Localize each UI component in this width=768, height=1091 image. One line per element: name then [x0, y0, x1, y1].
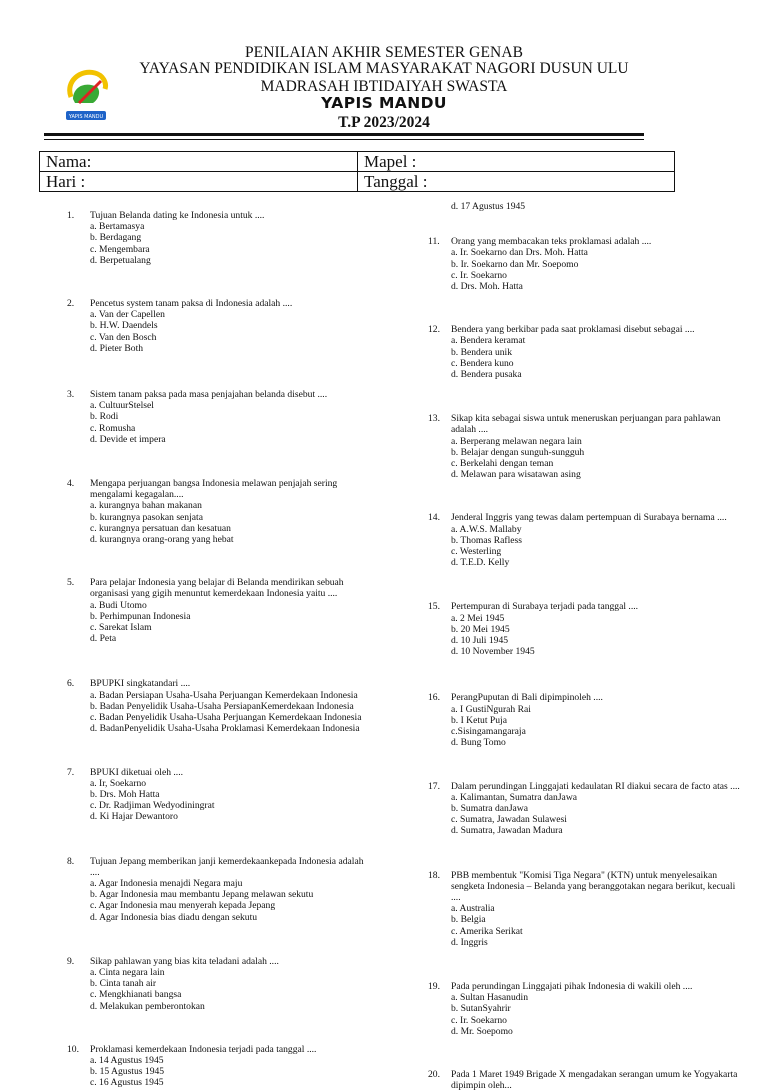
- answer-option: c. Sarekat Islam: [90, 622, 152, 634]
- question-item: [428, 324, 740, 380]
- answer-option: b. Drs. Moh Hatta: [90, 788, 160, 800]
- question-number: 6.: [67, 678, 75, 690]
- question-text: Pada 1 Maret 1949 Brigade X mengadakan serangan umum ke Yogyakarta dipimpin oleh...: [451, 1068, 738, 1091]
- question-number: 13.: [428, 413, 440, 425]
- student-identity-table: [39, 151, 675, 192]
- question-item: [67, 478, 367, 545]
- date-field[interactable]: Tanggal :: [358, 172, 675, 192]
- answer-option: b. H.W. Daendels: [90, 320, 158, 332]
- answer-option: c. kurangnya persatuan dan kesatuan: [90, 522, 231, 534]
- answer-option: a. Berperang melawan negara lain: [451, 435, 582, 447]
- question-item: [428, 413, 740, 480]
- question-text: Tujuan Jepang memberikan janji kemerdekaankepada Indonesia adalah ....: [90, 855, 364, 878]
- answer-option: c. Van den Bosch: [90, 331, 157, 343]
- answer-option: c. Sumatra, Jawadan Sulawesi: [451, 814, 567, 826]
- foundation-name: YAYASAN PENDIDIKAN ISLAM MASYARAKAT NAGORI DUSUN ULU: [139, 60, 629, 77]
- answer-option: b. Thomas Rafless: [451, 534, 522, 546]
- answer-option: d. Ki Hajar Dewantoro: [90, 811, 178, 823]
- question-item: [428, 981, 740, 1037]
- question-text: Mengapa perjuangan bangsa Indonesia melawan penjajah sering mengalami kegagalan....: [90, 478, 338, 501]
- answer-option: a. Badan Persiapan Usaha-Usaha Perjuangan Kemerdekaan Indonesia: [90, 689, 358, 701]
- answer-option: d. Peta: [90, 633, 117, 645]
- answer-option: d. BadanPenyelidik Usaha-Usaha Proklamasi Kemerdekaan Indonesia: [90, 723, 360, 735]
- answer-option: a. Sultan Hasanudin: [451, 992, 529, 1004]
- answer-option: d. Mr. Soepomo: [451, 1025, 513, 1037]
- school-name: YAPIS MANDU: [321, 94, 447, 112]
- answer-option: c. 16 Agustus 1945: [90, 1077, 164, 1089]
- answer-option: c. Amerika Serikat: [451, 925, 523, 937]
- answer-option: b. Ir. Soekarno dan Mr. Soepomo: [451, 258, 579, 270]
- question-text: BPUPKI singkatandari ....: [90, 678, 191, 690]
- question-number: 16.: [428, 692, 440, 704]
- question-text: Bendera yang berkibar pada saat proklamasi disebut sebagai ....: [451, 324, 695, 336]
- answer-option: c. Mengembara: [90, 243, 150, 255]
- answer-option: d. Devide et impera: [90, 433, 166, 445]
- name-field[interactable]: Nama:: [40, 152, 358, 172]
- answer-option: a. Ir, Soekarno: [90, 777, 147, 789]
- answer-option: d. T.E.D. Kelly: [451, 557, 510, 569]
- header-divider-thick: [44, 133, 644, 136]
- question-item: [67, 298, 367, 354]
- answer-option: b. SutanSyahrir: [451, 1003, 511, 1015]
- answer-option: a. kurangnya bahan makanan: [90, 500, 202, 512]
- question-text: Sistem tanam paksa pada masa penjajahan belanda disebut ....: [90, 389, 328, 401]
- answer-option: c. Berkelahi dengan teman: [451, 458, 554, 470]
- subject-field[interactable]: Mapel :: [358, 152, 675, 172]
- answer-option: b. 15 Agustus 1945: [90, 1066, 165, 1078]
- answer-option: d. Melakukan pemberontokan: [90, 1000, 205, 1012]
- answer-option: d. 10 Juli 1945: [451, 635, 509, 647]
- answer-option: a. Ir. Soekarno dan Drs. Moh. Hatta: [451, 247, 588, 259]
- question-10-option-d: d. 17 Agustus 1945: [451, 201, 526, 212]
- answer-option: c. Mengkhianati bangsa: [90, 989, 182, 1001]
- answer-option: b. 20 Mei 1945: [451, 623, 510, 635]
- answer-option: c. Agar Indonesia mau menyerah kepada Jepang: [90, 900, 276, 912]
- answer-option: a. 2 Mei 1945: [451, 612, 505, 624]
- question-number: 3.: [67, 389, 75, 401]
- question-number: 10.: [67, 1043, 79, 1055]
- answer-option: a. I GustiNgurah Rai: [451, 703, 531, 715]
- answer-option: b. Belgia: [451, 914, 486, 926]
- answer-option: a. Agar Indonesia menajdi Negara maju: [90, 877, 243, 889]
- academic-year: T.P 2023/2024: [338, 114, 430, 131]
- question-item: [67, 856, 367, 923]
- questions-right-column: [428, 201, 740, 1091]
- question-item: [67, 210, 367, 266]
- question-text: Orang yang membacakan teks proklamasi adalah ....: [451, 236, 652, 248]
- answer-option: b. Badan Penyelidik Usaha-Usaha PersiapanKemerdekaan Indonesia: [90, 700, 354, 712]
- answer-option: d. kurangnya orang-orang yang hebat: [90, 534, 234, 546]
- answer-option: d. Sumatra, Jawadan Madura: [451, 825, 563, 837]
- answer-option: d. Bung Tomo: [451, 737, 506, 749]
- exam-title: PENILAIAN AKHIR SEMESTER GENAB: [244, 44, 524, 61]
- question-number: 20.: [428, 1068, 440, 1080]
- question-item: [67, 956, 367, 1012]
- answer-option: c. Romusha: [90, 422, 136, 434]
- question-item: [428, 692, 740, 748]
- question-item: [428, 236, 740, 292]
- question-text: Tujuan Belanda dating ke Indonesia untuk ....: [90, 210, 265, 221]
- question-text: PBB membentuk "Komisi Tiga Negara" (KTN) untuk menyelesaikan sengketa Indonesia – Belanda yang beranggotakan negara berikut, kecuali ....: [451, 869, 736, 903]
- question-text: Sikap pahlawan yang bias kita teladani adalah ....: [90, 955, 279, 967]
- questions-left-column: [67, 210, 367, 1089]
- answer-option: a. Kalimantan, Sumatra danJawa: [451, 791, 578, 803]
- answer-option: b. Belajar dengan sunguh-sungguh: [451, 446, 585, 458]
- answer-option: d. Bendera pusaka: [451, 369, 522, 381]
- answer-option: b. Agar Indonesia mau membantu Jepang melawan sekutu: [90, 889, 314, 901]
- question-text: Jenderal Inggris yang tewas dalam pertempuan di Surabaya bernama ....: [451, 512, 727, 524]
- question-item: [428, 601, 740, 657]
- svg-text:YAPIS MANDU: YAPIS MANDU: [68, 114, 104, 120]
- answer-option: d. Berpetualang: [90, 254, 151, 266]
- answer-option: b. Sumatra danJawa: [451, 802, 528, 814]
- answer-option: c. Ir. Soekarno: [451, 269, 507, 281]
- answer-option: a. Cinta negara lain: [90, 966, 165, 978]
- answer-option: b. kurangnya pasokan senjata: [90, 511, 203, 523]
- answer-option: d. Agar Indonesia bias diadu dengan sekutu: [90, 911, 258, 923]
- question-number: 7.: [67, 766, 75, 778]
- answer-option: a. Bendera keramat: [451, 335, 526, 347]
- exam-header: [0, 44, 768, 140]
- question-text: Pada perundingan Linggajati pihak Indonesia di wakili oleh ....: [451, 980, 693, 992]
- answer-option: a. Bertamasya: [90, 221, 145, 233]
- question-number: 1.: [67, 210, 75, 221]
- question-number: 4.: [67, 478, 75, 490]
- question-text: Dalam perundingan Linggajati kedaulatan RI diakui secara de facto atas ....: [451, 780, 740, 792]
- answer-option: a. CultuurStelsel: [90, 400, 154, 412]
- answer-option: d. 10 November 1945: [451, 646, 535, 658]
- question-number: 11.: [428, 236, 440, 248]
- question-text: BPUKI diketuai oleh ....: [90, 766, 183, 778]
- answer-option: a. 14 Agustus 1945: [90, 1054, 164, 1066]
- question-text: Para pelajar Indonesia yang belajar di Belanda mendirikan sebuah organisasi yang gigih menuntut kemerdekaan Indonesia yaitu ....: [90, 577, 344, 600]
- answer-option: b. Cinta tanah air: [90, 978, 157, 990]
- answer-option: d. Inggris: [451, 936, 488, 948]
- answer-option: b. I Ketut Puja: [451, 714, 507, 726]
- answer-option: d. Drs. Moh. Hatta: [451, 281, 523, 293]
- school-logo-icon: [63, 67, 109, 123]
- question-text: Pencetus system tanam paksa di Indonesia adalah ....: [90, 298, 293, 310]
- answer-option: c.Sisingamangaraja: [451, 726, 526, 738]
- answer-option: d. Melawan para wisatawan asing: [451, 469, 581, 481]
- answer-option: c. Dr. Radjiman Wedyodiningrat: [90, 800, 215, 812]
- answer-option: b. Berdagang: [90, 232, 142, 244]
- answer-option: c. Bendera kuno: [451, 357, 514, 369]
- question-number: 9.: [67, 955, 75, 967]
- question-item: [428, 1069, 740, 1091]
- question-item: [67, 678, 367, 734]
- answer-option: b. Rodi: [90, 411, 119, 423]
- answer-option: a. Australia: [451, 903, 495, 915]
- question-item: [67, 767, 367, 823]
- question-item: [428, 512, 740, 568]
- question-item: [67, 1044, 367, 1089]
- question-number: 19.: [428, 980, 440, 992]
- question-number: 17.: [428, 780, 440, 792]
- question-number: 18.: [428, 869, 440, 881]
- day-field[interactable]: Hari :: [40, 172, 358, 192]
- header-divider-thin: [44, 139, 644, 140]
- school-type: MADRASAH IBTIDAIYAH SWASTA: [260, 78, 508, 95]
- question-number: 5.: [67, 577, 75, 589]
- answer-option: c. Badan Penyelidik Usaha-Usaha Perjuangan Kemerdekaan Indonesia: [90, 712, 362, 724]
- answer-option: b. Bendera unik: [451, 346, 513, 358]
- question-number: 2.: [67, 298, 75, 310]
- question-text: Proklamasi kemerdekaan Indonesia terjadi pada tanggal ....: [90, 1043, 317, 1055]
- question-item: [67, 577, 367, 644]
- question-text: Pertempuran di Surabaya terjadi pada tanggal ....: [451, 601, 639, 613]
- answer-option: a. A.W.S. Mallaby: [451, 523, 522, 535]
- question-number: 14.: [428, 512, 440, 524]
- answer-option: d. Pieter Both: [90, 342, 144, 354]
- answer-option: a. Van der Capellen: [90, 309, 165, 321]
- question-number: 8.: [67, 855, 75, 867]
- question-item: [67, 389, 367, 445]
- question-number: 12.: [428, 324, 440, 336]
- answer-option: c. Westerling: [451, 546, 502, 558]
- question-text: Sikap kita sebagai siswa untuk meneruskan perjuangan para pahlawan adalah ....: [451, 413, 721, 436]
- answer-option: c. Ir. Soekarno: [451, 1014, 507, 1026]
- question-item: [428, 870, 740, 948]
- question-number: 15.: [428, 601, 440, 613]
- answer-option: b. Perhimpunan Indonesia: [90, 610, 191, 622]
- question-text: PerangPuputan di Bali dipimpinoleh ....: [451, 692, 603, 704]
- question-item: [428, 781, 740, 837]
- answer-option: a. Budi Utomo: [90, 599, 147, 611]
